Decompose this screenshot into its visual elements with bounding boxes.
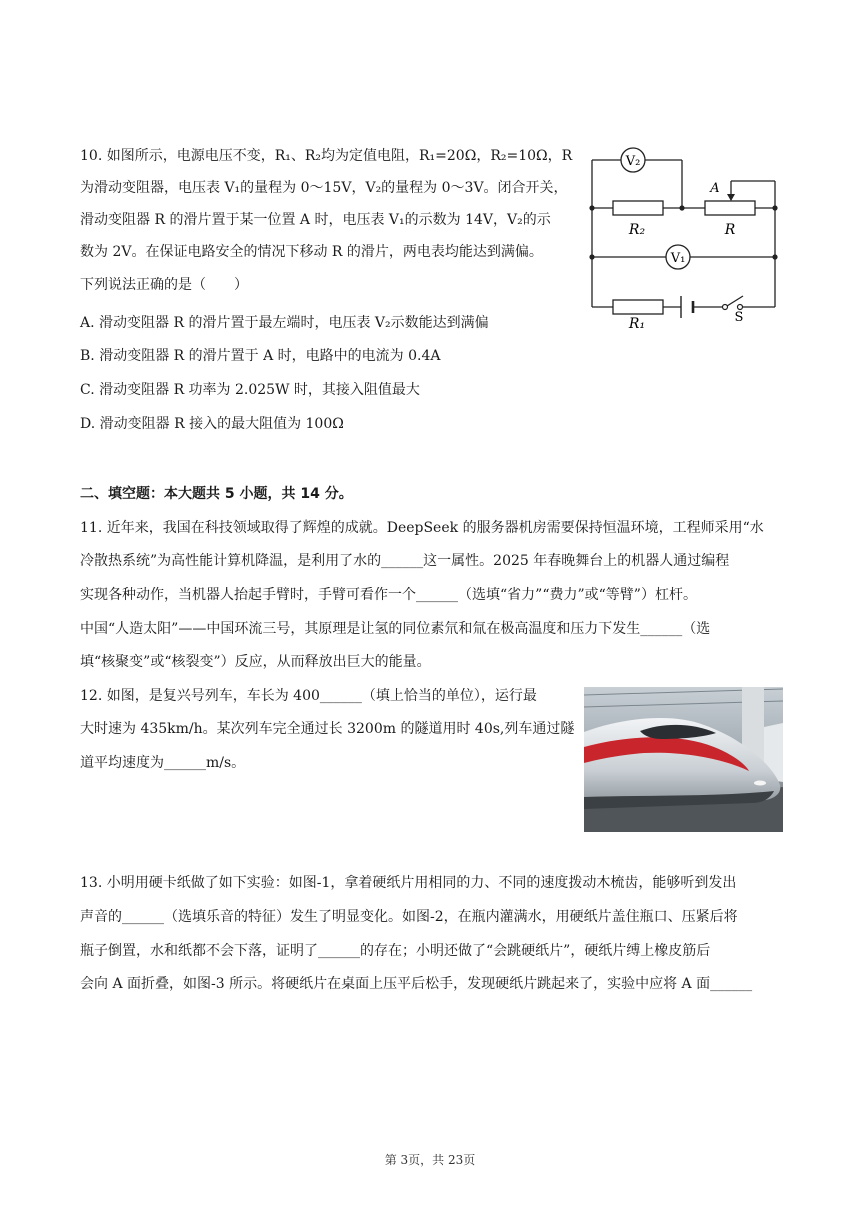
s-label: S bbox=[734, 310, 744, 325]
q11-line-1: 11. 近年来，我国在科技领域取得了辉煌的成就。DeepSeek 的服务器机房需要保持恒温环境，工程师采用“水 bbox=[80, 520, 764, 536]
junction-dot-icon bbox=[589, 254, 594, 259]
r1-label: R₁ bbox=[628, 316, 646, 332]
q13-line-1: 13. 小明用硬卡纸做了如下实验：如图-1，拿着硬纸片用相同的力、不同的速度拨动木梳齿，能够听到发出 bbox=[80, 875, 737, 891]
slider-arrow-icon bbox=[727, 194, 735, 201]
battery-icon bbox=[681, 296, 693, 318]
q11-line-4: 中国“人造太阳”——中国环流三号，其原理是让氢的同位素氘和氚在极高温度和压力下发生______（选 bbox=[80, 621, 711, 637]
train-photo bbox=[584, 687, 783, 832]
resistor-r2-icon bbox=[613, 201, 663, 215]
q11-line-5: 填“核聚变”或“核裂变”）反应，从而释放出巨大的能量。 bbox=[80, 654, 431, 670]
q10-line-4: 数为 2V。在保证电路安全的情况下移动 R 的滑片，两电表均能达到满偏。 bbox=[80, 244, 543, 260]
v1-label: V₁ bbox=[670, 251, 686, 266]
switch-icon bbox=[723, 296, 744, 310]
junction-dot-icon bbox=[589, 205, 594, 210]
section-heading: 二、填空题：本大题共 5 小题，共 14 分。 bbox=[80, 486, 353, 502]
q10-line-3: 滑动变阻器 R 的滑片置于某一位置 A 时，电压表 V₁的示数为 14V，V₂的示 bbox=[80, 212, 551, 228]
rheostat-r-icon bbox=[705, 201, 755, 215]
q13-line-3: 瓶子倒置，水和纸都不会下落，证明了______的存在；小明还做了“会跳硬纸片”，硬纸片缚上橡皮筋后 bbox=[80, 943, 711, 959]
circuit-diagram bbox=[585, 142, 785, 332]
a-label: A bbox=[710, 181, 720, 196]
r2-label: R₂ bbox=[628, 222, 646, 238]
q10-line-2: 为滑动变阻器，电压表 V₁的量程为 0～15V，V₂的量程为 0～3V。闭合开关， bbox=[80, 180, 568, 196]
q10-line-5: 下列说法正确的是（ ） bbox=[80, 277, 248, 293]
resistor-r1-icon bbox=[613, 300, 663, 314]
r-label: R bbox=[724, 222, 736, 238]
q10-line-1: 10. 如图所示，电源电压不变，R₁、R₂均为定值电阻，R₁=20Ω，R₂=10Ω，R bbox=[80, 148, 573, 164]
q10-option-a: A. 滑动变阻器 R 的滑片置于最左端时，电压表 V₂示数能达到满偏 bbox=[80, 315, 489, 331]
q10-option-c: C. 滑动变阻器 R 功率为 2.025W 时，其接入阻值最大 bbox=[80, 382, 420, 398]
q12-line-2: 大时速为 435km/h。某次列车完全通过长 3200m 的隧道用时 40s,列车通过隧 bbox=[80, 721, 575, 737]
q10-option-b: B. 滑动变阻器 R 的滑片置于 A 时，电路中的电流为 0.4A bbox=[80, 348, 441, 364]
q11-line-3: 实现各种动作，当机器人抬起手臂时，手臂可看作一个______（选填“省力”“费力”或“等臂”）杠杆。 bbox=[80, 587, 697, 603]
junction-dot-icon bbox=[772, 254, 777, 259]
q13-line-4: 会向 A 面折叠，如图-3 所示。将硬纸片在桌面上压平后松手，发现硬纸片跳起来了，实验中应将 A 面______ bbox=[80, 976, 753, 992]
q11-line-2: 冷散热系统”为高性能计算机降温，是利用了水的______这一属性。2025 年春晚舞台上的机器人通过编程 bbox=[80, 553, 730, 569]
q12-line-1: 12. 如图，是复兴号列车，车长为 400______（填上恰当的单位），运行最 bbox=[80, 688, 537, 704]
q10-option-d: D. 滑动变阻器 R 接入的最大阻值为 100Ω bbox=[80, 416, 344, 432]
v2-label: V₂ bbox=[625, 154, 641, 169]
q12-line-3: 道平均速度为______m/s。 bbox=[80, 755, 246, 771]
junction-dot-icon bbox=[679, 205, 684, 210]
page-footer: 第 3页，共 23页 bbox=[384, 1153, 476, 1167]
q13-line-2: 声音的______（选填乐音的特征）发生了明显变化。如图-2，在瓶内灌满水，用硬纸片盖住瓶口、压紧后将 bbox=[80, 909, 738, 925]
junction-dot-icon bbox=[772, 205, 777, 210]
